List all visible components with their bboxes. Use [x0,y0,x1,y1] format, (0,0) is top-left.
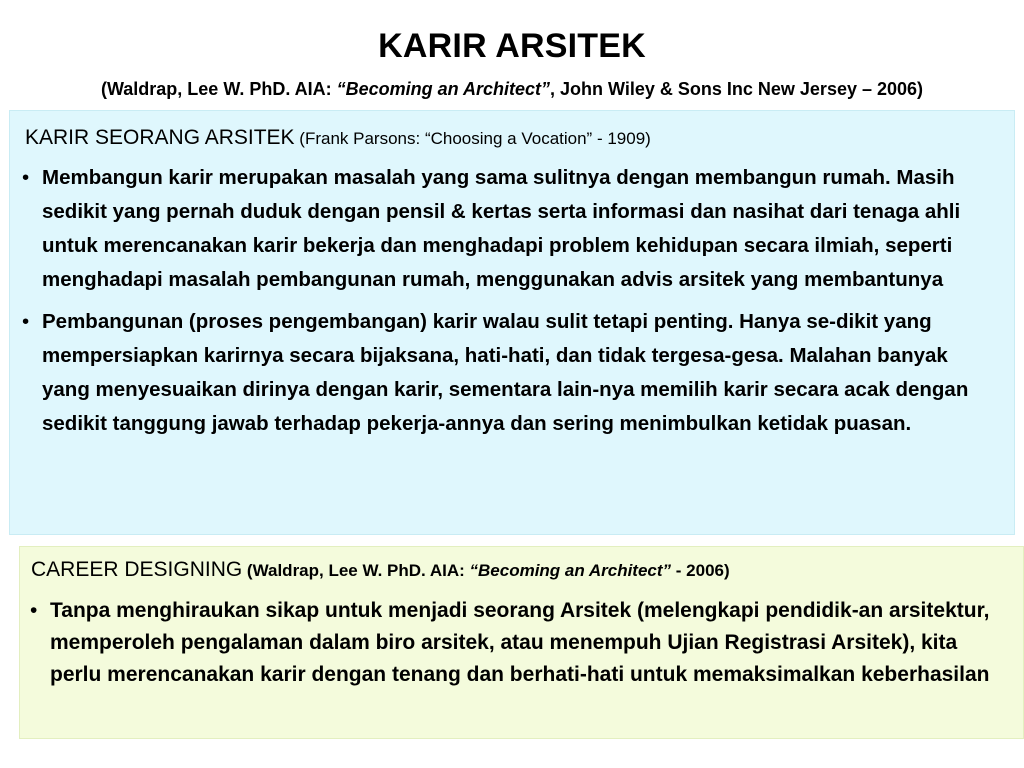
section2-source-author: (Waldrap, Lee W. PhD. AIA: [242,561,470,580]
section1-bullet-list [22,161,992,449]
section1-source: (Frank Parsons: “Choosing a Vocation” - 1909) [294,129,651,148]
bullet-text: Pembangunan (proses pengembangan) karir walau sulit tetapi penting. Hanya se-dikit yang mempersiapkan karirnya secara bijaksana, hati-hati, dan tidak tergesa-gesa. Malahan banyak yang menyesuaikan dirinya dengan karir, sementara lain-nya memilih karir secara acak dengan sedikit tanggung jawab terhadap pekerja-annya dan sering menimbulkan ketidak puasan. [42,310,969,435]
subtitle-book-title: “Becoming an Architect” [336,79,551,99]
bullet-icon: • [30,599,38,622]
subtitle-publisher: , John Wiley & Sons Inc New Jersey – 2006) [550,79,924,99]
section1-heading-text: KARIR SEORANG ARSITEK [25,126,295,149]
career-designing-panel [19,546,1024,739]
list-item [22,161,992,297]
slide-title: KARIR ARSITEK [378,27,646,65]
section2-heading-text: CAREER DESIGNING [31,558,243,581]
bullet-text: Membangun karir merupakan masalah yang sama sulitnya dengan membangun rumah. Masih sedikit yang pernah duduk dengan pensil & kertas serta informasi dan nasihat dari tenaga ahli untuk merencanakan karir bekerja dan menghadapi problem kehidupan secara ilmiah, seperti menghadapi masalah pembangunan rumah, menggunakan advis arsitek yang membantunya [42,166,961,291]
bullet-text: Tanpa menghiraukan sikap untuk menjadi seorang Arsitek (melengkapi pendidik-an arsitektur, memperoleh pengalaman dalam biro arsitek, atau menempuh Ujian Registrasi Arsitek), kita perlu merencanakan karir dengan tenang dan berhati-hati untuk memaksimalkan keberhasilan [50,599,990,686]
section2-source-book: “Becoming an Architect” [469,561,672,580]
career-architect-panel [9,110,1015,535]
section2-source [242,561,729,580]
bullet-icon: • [22,166,30,189]
section2-source-year: - 2006) [671,561,730,580]
section2-bullet-list [30,595,1000,691]
subtitle-author: (Waldrap, Lee W. PhD. AIA: [100,79,337,99]
section1-heading [25,125,651,152]
slide-subtitle [0,76,1024,102]
section2-heading [31,557,730,584]
bullet-icon: • [22,310,30,333]
list-item [30,595,1000,691]
list-item [22,305,992,441]
